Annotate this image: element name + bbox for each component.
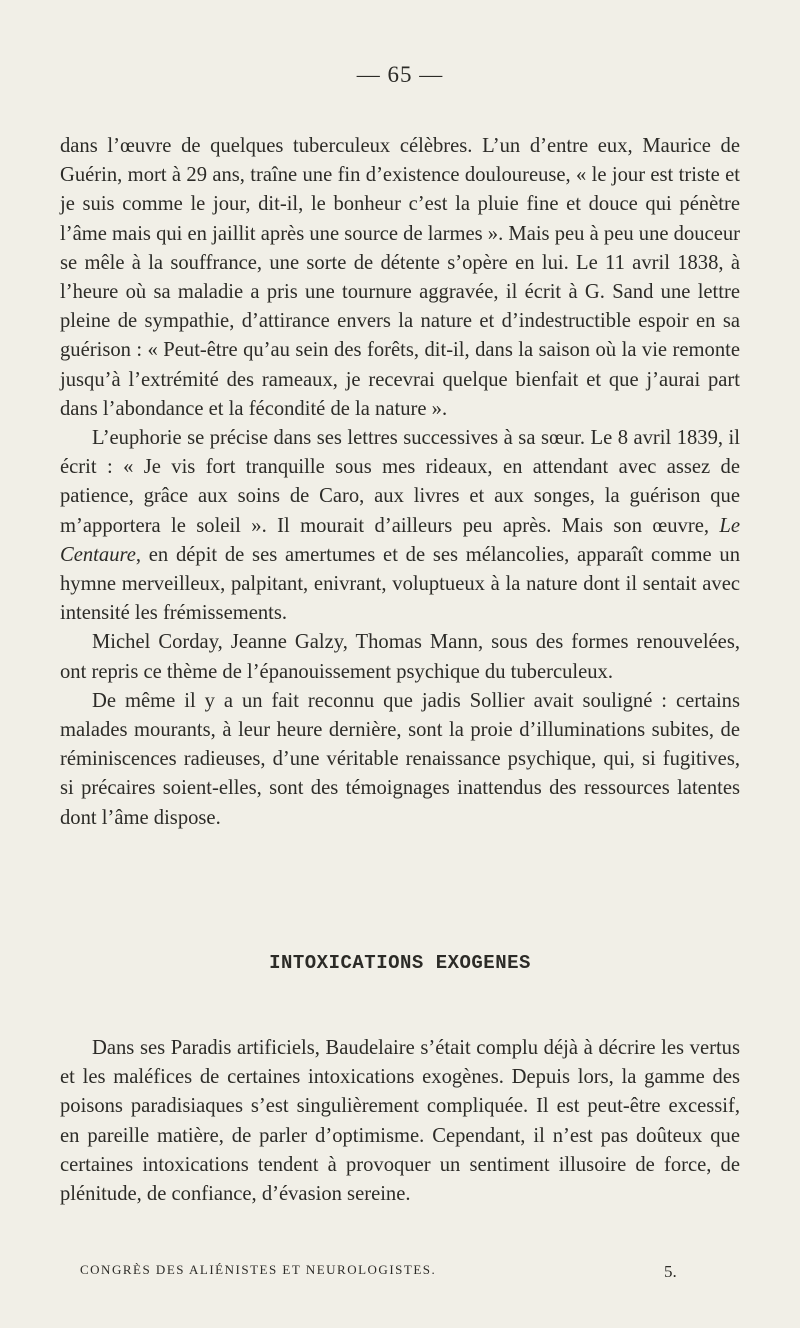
body-text bbox=[60, 132, 740, 833]
paragraph bbox=[60, 132, 740, 424]
paragraph-text: De même il y a un fait reconnu que jadis Sollier avait souligné : certains malades mourants, à leur heure dernière, sont la proie d’illuminations subites, de réminiscences radieuses, d’une véritable renaissance psychique, qui, si fugitives, si précaires soient-elles, sont des témoignages inattendus des ressources latentes dont l’âme dispose. bbox=[60, 689, 740, 829]
paragraph bbox=[60, 687, 740, 833]
paragraph-text: dans l’œuvre de quelques tuberculeux célèbres. L’un d’entre eux, Maurice de Guérin, mort à 29 ans, traîne une fin d’existence douloureuse, « le jour est triste et je suis comme le jour, dit-il, le bonheur c’est la pluie fine et douce qui pénètre l’âme mais qui en jaillit après une source de larmes ». Mais peu à peu une douceur se mêle à la souffrance, une sorte de détente s’opère en lui. Le 11 avril 1838, à l’heure où sa maladie a pris une tournure aggravée, il écrit à G. Sand une lettre pleine de sympathie, d’attirance envers la nature et d’indestructible espoir en sa guérison : « Peut-être qu’au sein des forêts, dit-il, dans la saison où la vie remonte jusqu’à l’extrémité des rameaux, je recevrai quelque bienfait et que j’aurai part dans l’abondance et la fécondité de la nature ». bbox=[60, 135, 740, 420]
signature-mark: 5. bbox=[664, 1262, 677, 1281]
paragraph-text: Dans ses Paradis artificiels, Baudelaire s’était complu déjà à décrire les vertus et les maléfices de certaines intoxications exogènes. Depuis lors, la gamme des poisons paradisiaques s’est singulièrement compliquée. Il est peut-être excessif, en pareille matière, de parler d’optimisme. Cependant, il n’est pas doûteux que certaines intoxications tendent à provoquer un sentiment illusoire de force, de plénitude, de confiance, d’évasion sereine. bbox=[60, 1037, 740, 1206]
paragraph-text: , en dépit de ses amertumes et de ses mélancolies, apparaît comme un hymne merveilleux, palpitant, enivrant, voluptueux à la nature dont il sentait avec intensité les frémissements. bbox=[60, 543, 740, 625]
page-number: — 65 — bbox=[356, 62, 444, 87]
section-body-text bbox=[60, 1034, 740, 1209]
paragraph bbox=[60, 628, 740, 686]
paragraph bbox=[60, 1034, 740, 1209]
section-heading: INTOXICATIONS EXOGENES bbox=[269, 952, 531, 974]
footer-running-title: CONGRÈS DES ALIÉNISTES ET NEUROLOGISTES. bbox=[80, 1262, 437, 1277]
paragraph-text: Michel Corday, Jeanne Galzy, Thomas Mann, sous des formes renouvelées, ont repris ce thème de l’épanouissement psychique du tuberculeux. bbox=[60, 631, 740, 683]
paragraph-text: L’euphorie se précise dans ses lettres successives à sa sœur. Le 8 avril 1839, il écrit : « Je vis fort tranquille sous mes rideaux, en attendant avec assez de patience, grâce aux soins de Caro, aux livres et aux songes, la guérison que m’apportera le soleil ». Il mourait d’ailleurs peu après. Mais son œuvre, bbox=[60, 427, 740, 537]
italic-title: Le Centaure bbox=[60, 514, 740, 566]
paragraph bbox=[60, 424, 740, 628]
